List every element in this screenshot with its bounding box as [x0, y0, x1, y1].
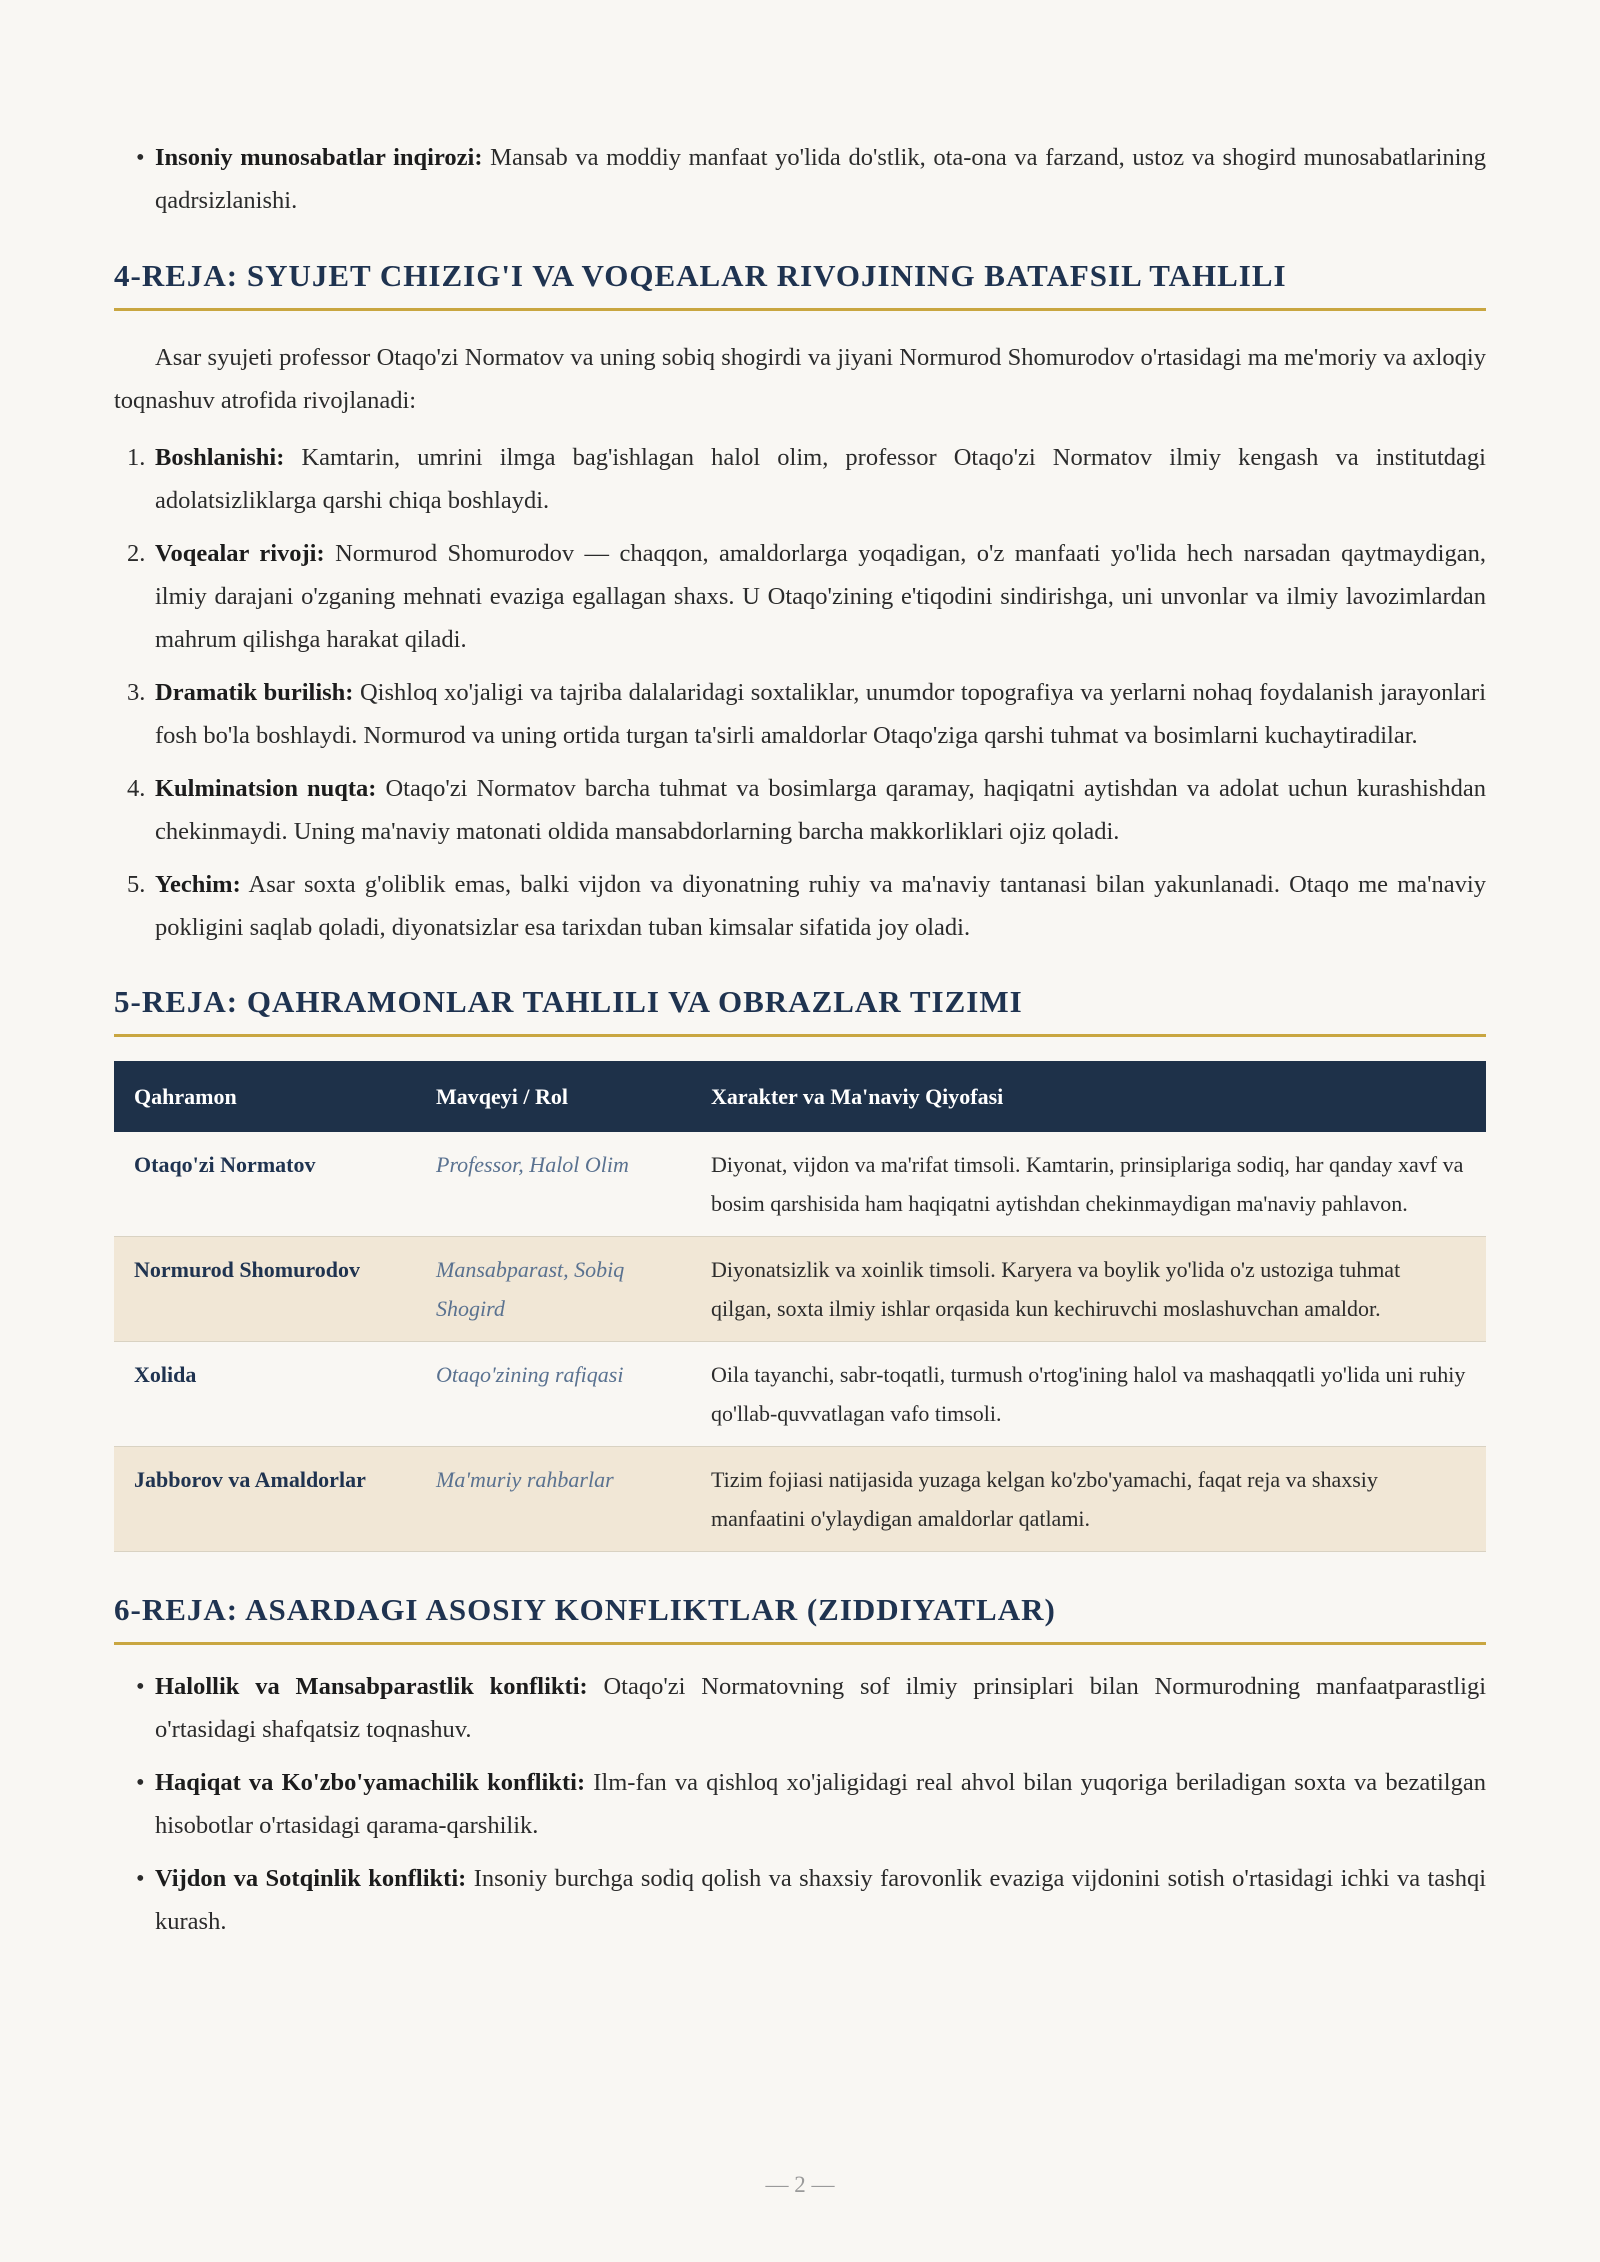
table-row	[114, 1132, 1486, 1237]
character-name: Otaqo'zi Normatov	[114, 1132, 416, 1237]
character-name: Xolida	[114, 1342, 416, 1447]
list-item	[114, 767, 1486, 853]
column-header: Xarakter va Ma'naviy Qiyofasi	[691, 1061, 1486, 1132]
bullet-term: Vijdon va Sotqinlik konflikti:	[155, 1865, 467, 1892]
column-header: Qahramon	[114, 1061, 416, 1132]
item-text: Kamtarin, umrini ilmga bag'ishlagan halol olim, professor Otaqo'zi Normatov ilmiy kengash va institutdagi adolatsizliklarga qarshi chiqa boshlaydi.	[155, 444, 1486, 514]
section-6-title: 6-REJA: ASARDAGI ASOSIY KONFLIKTLAR (ZIDDIYATLAR)	[114, 1592, 1486, 1645]
item-number: 5.	[127, 871, 146, 898]
bullet-icon: •	[136, 1769, 145, 1796]
bullet-text: Mansab va moddiy manfaat yo'lida do'stlik, ota-ona va farzand, ustoz va shogird munosabatlarining qadrsizlanishi.	[155, 144, 1486, 214]
item-term: Yechim:	[155, 871, 241, 898]
bullet-term: Halollik va Mansabparastlik konflikti:	[155, 1673, 588, 1700]
conflicts-list	[114, 1665, 1486, 1943]
table-row	[114, 1447, 1486, 1552]
item-text: Asar soxta g'oliblik emas, balki vijdon va diyonatning ruhiy va ma'naviy tantanasi bilan yakunlanadi. Otaqo me ma'naviy pokligini saqlab qoladi, diyonatsizlar esa tarixdan tuban kimsalar sifatida joy oladi.	[155, 871, 1486, 941]
list-item	[114, 532, 1486, 661]
characters-table	[114, 1061, 1486, 1552]
character-role: Professor, Halol Olim	[416, 1132, 691, 1237]
item-text: Otaqo'zi Normatov barcha tuhmat va bosimlarga qaramay, haqiqatni aytishdan va adolat uchun kurashishdan chekinmaydi. Uning ma'naviy matonati oldida mansabdorlarning barcha makkorliklari ojiz qoladi.	[155, 775, 1487, 845]
bullet-text: Otaqo'zi Normatovning sof ilmiy prinsiplari bilan Normurodning manfaatparastligi o'rtasidagi shafqatsiz toqnashuv.	[155, 1673, 1487, 1743]
item-term: Voqealar rivoji:	[155, 540, 325, 567]
section-4-intro: Asar syujeti professor Otaqo'zi Normatov va uning sobiq shogirdi va jiyani Normurod Shomurodov o'rtasidagi ma me'moriy va axloqiy toqnashuv atrofida rivojlanadi:	[114, 344, 1486, 414]
item-text: Normurod Shomurodov — chaqqon, amaldorlarga yoqadigan, o'z manfaati yo'lida hech narsadan qaytmaydigan, ilmiy darajani o'zganing mehnati evaziga egallagan shaxs. U Otaqo'zining e'tiqodini sindirishga, uni unvonlar va ilmiy lavozimlardan mahrum qilishga harakat qiladi.	[155, 540, 1486, 653]
bullet-text: Insoniy burchga sodiq qolish va shaxsiy farovonlik evaziga vijdonini sotish o'rtasidagi ichki va tashqi kurash.	[155, 1865, 1487, 1935]
item-number: 4.	[127, 775, 146, 802]
list-item	[114, 436, 1486, 522]
character-description: Oila tayanchi, sabr-toqatli, turmush o'rtog'ining halol va mashaqqatli yo'lida uni ruhiy qo'llab-quvvatlagan vafo timsoli.	[691, 1342, 1486, 1447]
plot-stages-list	[114, 436, 1486, 949]
character-role: Mansabparast, Sobiq Shogird	[416, 1237, 691, 1342]
bullet-term: Haqiqat va Ko'zbo'yamachilik konflikti:	[155, 1769, 586, 1796]
list-item	[114, 1857, 1486, 1943]
column-header: Mavqeyi / Rol	[416, 1061, 691, 1132]
bullet-text: Ilm-fan va qishloq xo'jaligidagi real ahvol bilan yuqoriga beriladigan soxta va bezatilgan hisobotlar o'rtasidagi qarama-qarshilik.	[155, 1769, 1486, 1839]
page-number: — 2 —	[765, 2172, 835, 2197]
item-number: 3.	[127, 679, 146, 706]
table-header-row	[114, 1061, 1486, 1132]
item-term: Boshlanishi:	[155, 444, 285, 471]
character-description: Diyonatsizlik va xoinlik timsoli. Karyera va boylik yo'lida o'z ustoziga tuhmat qilgan, soxta ilmiy ishlar orqasida kun kechiruvchi moslashuvchan amaldor.	[691, 1237, 1486, 1342]
character-description: Diyonat, vijdon va ma'rifat timsoli. Kamtarin, prinsiplariga sodiq, har qanday xavf va bosim qarshisida ham haqiqatni aytishdan chekinmaydigan ma'naviy pahlavon.	[691, 1132, 1486, 1237]
section-5-title: 5-REJA: QAHRAMONLAR TAHLILI VA OBRAZLAR TIZIMI	[114, 984, 1486, 1037]
character-description: Tizim fojiasi natijasida yuzaga kelgan ko'zbo'yamachi, faqat reja va shaxsiy manfaatini o'ylaydigan amaldorlar qatlami.	[691, 1447, 1486, 1552]
item-number: 1.	[127, 444, 146, 471]
character-name: Normurod Shomurodov	[114, 1237, 416, 1342]
list-item	[114, 671, 1486, 757]
bullet-icon: •	[136, 1673, 145, 1700]
bullet-icon: •	[136, 1865, 145, 1892]
list-item	[114, 136, 1486, 222]
character-role: Otaqo'zining rafiqasi	[416, 1342, 691, 1447]
item-number: 2.	[127, 540, 146, 567]
intro-bullet-list	[114, 136, 1486, 222]
item-text: Qishloq xo'jaligi va tajriba dalalaridagi soxtaliklar, unumdor topografiya va yerlarni nohaq foydalanish jarayonlari fosh bo'la boshlaydi. Normurod va uning ortida turgan ta'sirli amaldorlar Otaqo'ziga qarshi tuhmat va bosimlarni kuchaytiradilar.	[155, 679, 1487, 749]
list-item	[114, 863, 1486, 949]
item-term: Kulminatsion nuqta:	[155, 775, 377, 802]
character-name: Jabborov va Amaldorlar	[114, 1447, 416, 1552]
table-row	[114, 1342, 1486, 1447]
item-term: Dramatik burilish:	[155, 679, 354, 706]
list-item	[114, 1761, 1486, 1847]
table-row	[114, 1237, 1486, 1342]
section-4-title: 4-REJA: SYUJET CHIZIG'I VA VOQEALAR RIVOJINING BATAFSIL TAHLILI	[114, 258, 1486, 311]
bullet-icon: •	[136, 144, 145, 171]
bullet-term: Insoniy munosabatlar inqirozi:	[155, 144, 483, 171]
character-role: Ma'muriy rahbarlar	[416, 1447, 691, 1552]
list-item	[114, 1665, 1486, 1751]
